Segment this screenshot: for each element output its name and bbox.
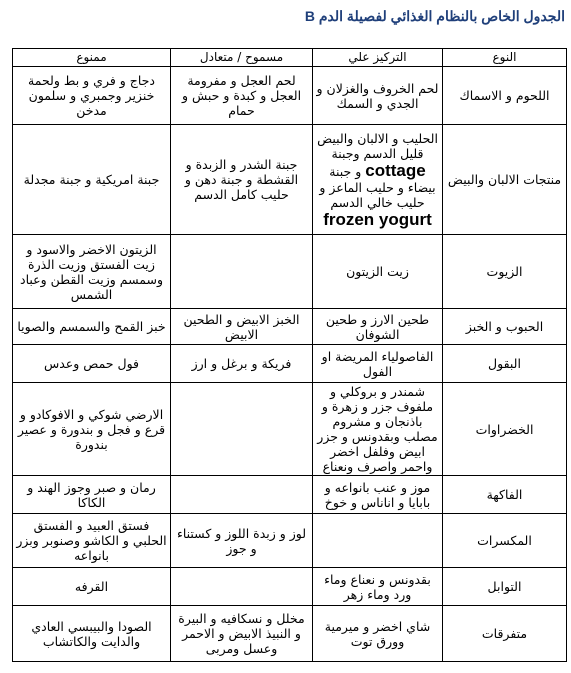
row-focus: شاي اخضر و ميرمية وورق توت: [313, 606, 443, 662]
row-focus: بقدونس و نعناع وماء ورد وماء زهر: [313, 568, 443, 606]
row-forbidden: خبز القمح والسمسم والصويا: [13, 309, 171, 345]
row-category: البقول: [443, 345, 567, 383]
blood-type-diet-table: [12, 48, 567, 662]
row-forbidden: القرفه: [13, 568, 171, 606]
row-allowed: الخبز الابيض و الطحين الابيض: [171, 309, 313, 345]
row-allowed: [171, 383, 313, 476]
table-header-row: [13, 49, 567, 67]
table-row: [13, 514, 567, 568]
table-row: [13, 606, 567, 662]
table-row: [13, 309, 567, 345]
row-allowed: مخلل و نسكافيه و البيرة و النبيذ الابيض و الاحمر وعسل ومربى: [171, 606, 313, 662]
row-allowed: فريكة و برغل و ارز: [171, 345, 313, 383]
row-allowed: [171, 568, 313, 606]
header-focus: التركيز علي: [313, 49, 443, 67]
page-title: الجدول الخاص بالنظام الغذائي لفصيلة الدم B: [304, 8, 565, 24]
row-focus: طحين الارز و طحين الشوفان: [313, 309, 443, 345]
row-category: المكسرات: [443, 514, 567, 568]
row-allowed: جبنة الشدر و الزبدة و القشطة و جبنة دهن و حليب كامل الدسم: [171, 125, 313, 235]
header-forbidden: ممنوع: [13, 49, 171, 67]
focus-text-latin-b: frozen yogurt: [323, 209, 432, 229]
table-row: [13, 125, 567, 235]
table-row: [13, 235, 567, 309]
row-category: الخضراوات: [443, 383, 567, 476]
table-row: [13, 345, 567, 383]
row-category: الحبوب و الخبز: [443, 309, 567, 345]
row-category: منتجات الالبان والبيض: [443, 125, 567, 235]
row-forbidden: الزيتون الاخضر والاسود و زيت الفستق وزيت الذرة وسمسم وزيت القطن وعباد الشمس: [13, 235, 171, 309]
row-focus: الفاصولياء المريضة او الفول: [313, 345, 443, 383]
table-row: [13, 383, 567, 476]
header-allowed: مسموح / متعادل: [171, 49, 313, 67]
row-focus: موز و عنب بانواعه و بابايا و اناناس و خوخ: [313, 476, 443, 514]
row-focus: زيت الزيتون: [313, 235, 443, 309]
focus-text-c: و جبنة بيضاء و حليب الماعز و حليب خالي الدسم: [319, 163, 436, 210]
row-category: الفاكهة: [443, 476, 567, 514]
row-forbidden: الصودا والبيبسي العادي والدايت والكاتشاب: [13, 606, 171, 662]
row-category: الزيوت: [443, 235, 567, 309]
row-forbidden: جبنة امريكية و جبنة مجدلة: [13, 125, 171, 235]
focus-text-a: الحليب و الالبان والبيض قليل الدسم وجبنة: [317, 130, 438, 161]
row-forbidden: الارضي شوكي و الافوكادو و قرع و فجل و بندورة و عصير بندورة: [13, 383, 171, 476]
row-forbidden: فول حمص وعدس: [13, 345, 171, 383]
row-category: متفرقات: [443, 606, 567, 662]
row-allowed: [171, 476, 313, 514]
row-focus: [313, 514, 443, 568]
row-focus: [313, 125, 443, 235]
row-forbidden: دجاج و فري و بط ولحمة خنزير وجمبري و سلمون مدخن: [13, 67, 171, 125]
row-forbidden: رمان و صبر وجوز الهند و الكاكا: [13, 476, 171, 514]
table-row: [13, 568, 567, 606]
row-category: اللحوم و الاسماك: [443, 67, 567, 125]
row-allowed: [171, 235, 313, 309]
row-category: التوابل: [443, 568, 567, 606]
row-focus: لحم الخروف والغزلان و الجدي و السمك: [313, 67, 443, 125]
row-focus: شمندر و بروكلي و ملفوف جزر و زهرة و باذنجان و مشروم مصلب وبقدونس و جزر ابيض وفلفل اخضر واحمر واصرف ونعناع: [313, 383, 443, 476]
table-row: [13, 67, 567, 125]
table-row: [13, 476, 567, 514]
row-allowed: لوز و زبدة اللوز و كستناء و جوز: [171, 514, 313, 568]
focus-text-latin-a: cottage: [365, 160, 426, 180]
header-type: النوع: [443, 49, 567, 67]
row-allowed: لحم العجل و مفرومة العجل و كبدة و حبش و حمام: [171, 67, 313, 125]
row-forbidden: فستق العبيد و الفستق الحلبي و الكاشو وصنوبر وبزر بانواعه: [13, 514, 171, 568]
